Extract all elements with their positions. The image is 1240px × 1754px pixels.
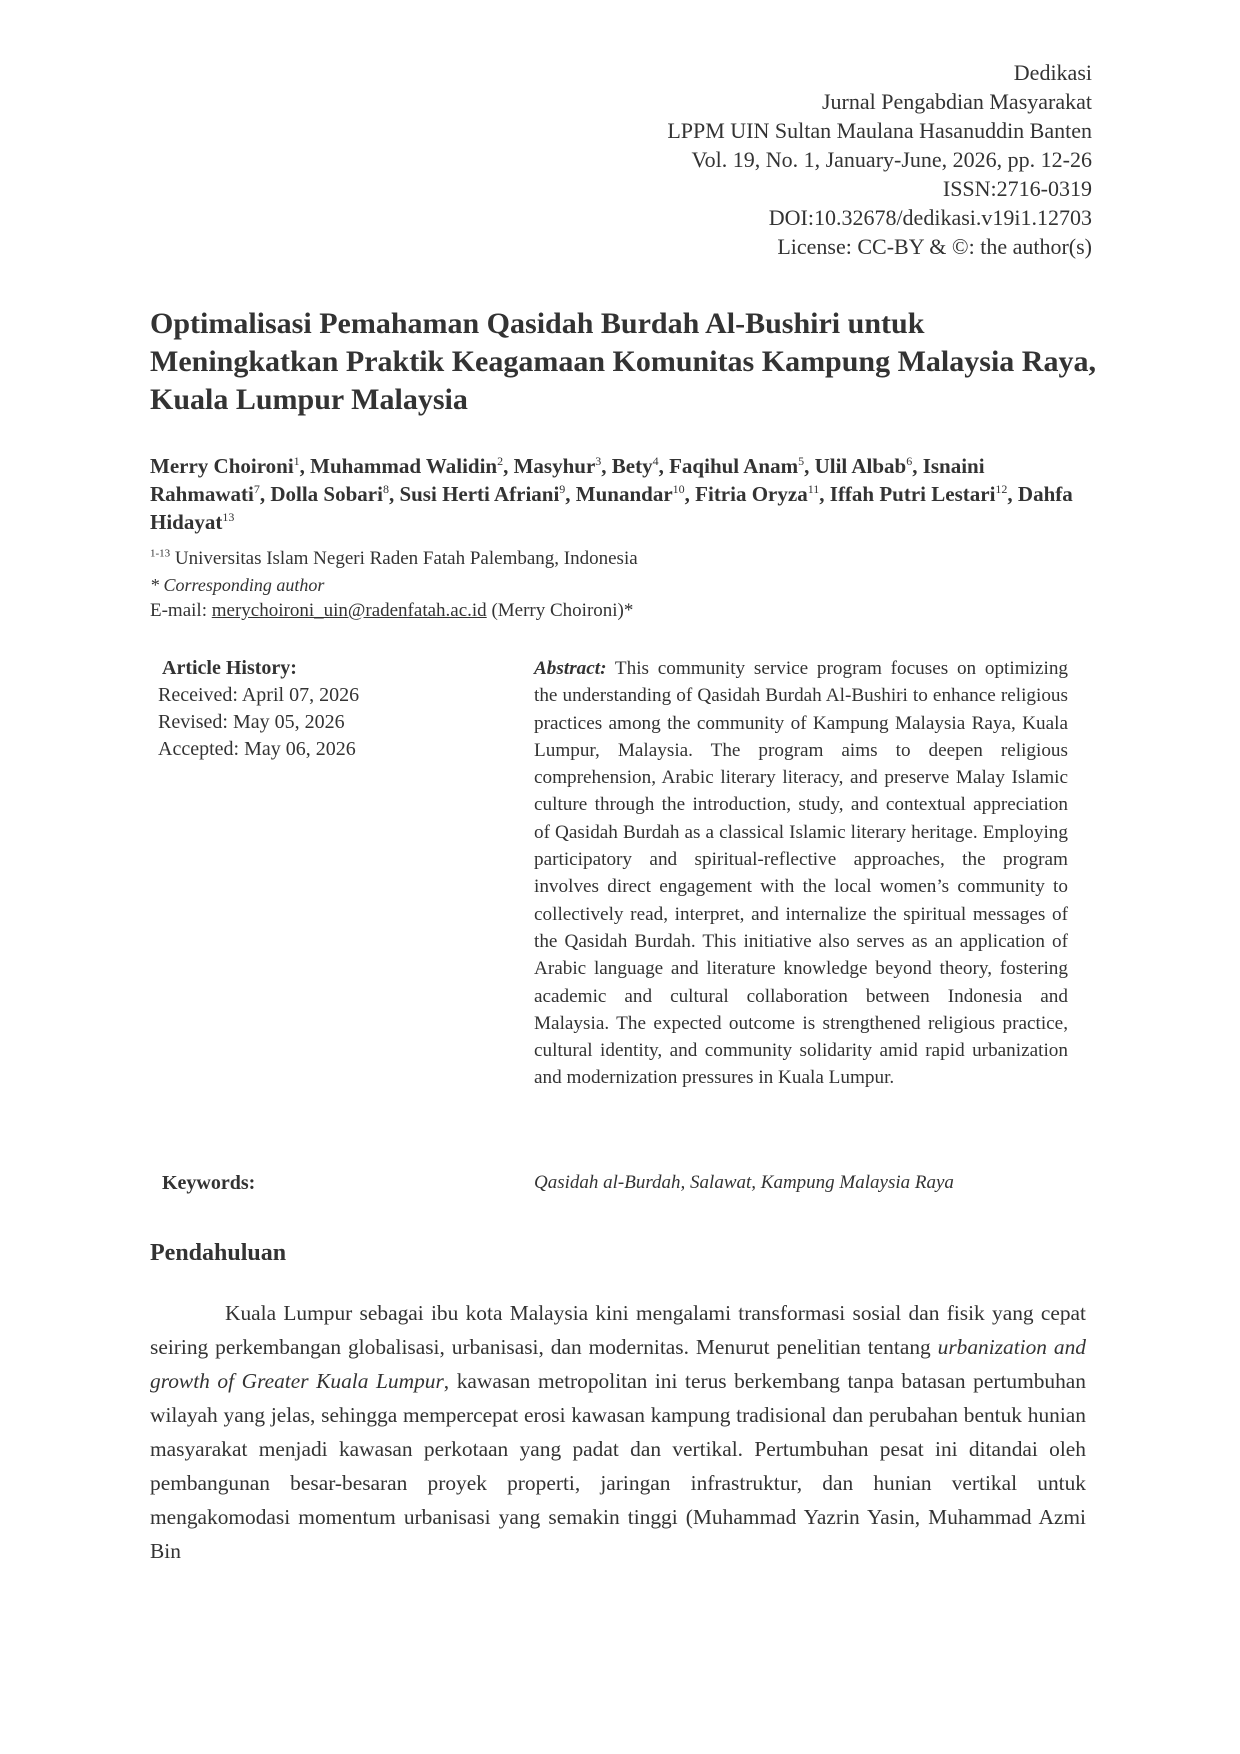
body-text-start: Kuala Lumpur sebagai ibu kota Malaysia kini mengalami transformasi sosial dan fisik yang cepat seiring perkembangan globalisasi, urbanisasi, dan modernitas. Menurut penelitian tentang xyxy=(150,1301,1086,1359)
author-name: Susi Herti Afriani xyxy=(399,482,560,506)
history-revised: Revised: May 05, 2026 xyxy=(158,711,345,733)
author-sup: 13 xyxy=(222,510,235,524)
section-title: Pendahuluan xyxy=(150,1240,287,1266)
author-name: Masyhur xyxy=(513,454,596,478)
author-sup: 5 xyxy=(798,454,805,468)
author-separator: , xyxy=(565,482,576,506)
body-text-italic: urbanization and growth of Greater Kuala Lumpur xyxy=(150,1335,1086,1393)
journal-publisher: LPPM UIN Sultan Maulana Hasanuddin Banten xyxy=(667,118,1092,143)
author-separator: , xyxy=(804,454,815,478)
history-received: Received: April 07, 2026 xyxy=(158,684,360,706)
journal-subtitle: Jurnal Pengabdian Masyarakat xyxy=(821,89,1092,114)
author-name: Fitria Oryza xyxy=(695,482,808,506)
email-suffix: (Merry Choironi)* xyxy=(486,600,634,621)
affiliation-sup: 1-13 xyxy=(150,547,171,560)
author-separator: , xyxy=(819,482,830,506)
keywords-value: Qasidah al-Burdah, Salawat, Kampung Malaysia Raya xyxy=(534,1172,954,1193)
abstract-label: Abstract: xyxy=(534,658,607,679)
corresponding-note: * Corresponding author xyxy=(150,575,325,595)
journal-header xyxy=(667,58,1092,261)
author-separator: , xyxy=(299,454,311,478)
article-history xyxy=(158,655,498,763)
journal-issn: ISSN:2716-0319 xyxy=(942,176,1092,201)
author-name: Isnaini Rahmawati xyxy=(150,454,985,506)
author-separator: , xyxy=(912,454,923,478)
author-name: Dahfa Hidayat xyxy=(150,482,1073,534)
author-sup: 2 xyxy=(497,454,504,468)
author-separator: , xyxy=(658,454,670,478)
author-separator: , xyxy=(1007,482,1018,506)
author-sup: 12 xyxy=(995,482,1008,496)
keywords-label: Keywords: xyxy=(162,1172,256,1194)
author-sup: 1 xyxy=(293,454,300,468)
author-sup: 10 xyxy=(672,482,685,496)
author-sup: 7 xyxy=(253,482,260,496)
abstract-text: This community service program focuses on optimizing the understanding of Qasidah Burdah Al-Bushiri to enhance religious practices among the community of Kampung Malaysia Raya, Kuala Lumpur, Malaysia. The program aims to deepen religious comprehension, Arabic literary literacy, and preserve Malay Islamic culture through the introduction, study, and contextual appreciation of Qasidah Burdah as a classical Islamic literary heritage. Employing participatory and spiritual-reflective approaches, the program involves direct engagement with the local women’s community to collectively read, interpret, and internalize the spiritual messages of the Qasidah Burdah. This initiative also serves as an application of Arabic language and literature knowledge beyond theory, fostering academic and cultural collaboration between Indonesia and Malaysia. The expected outcome is strengthened religious practice, cultural identity, and community solidarity amid rapid urbanization and modernization pressures in Kuala Lumpur. xyxy=(534,658,1069,1089)
author-name: Merry Choironi xyxy=(150,454,294,478)
author-sup: 6 xyxy=(906,454,913,468)
journal-name: Dedikasi xyxy=(1013,60,1092,85)
author-sup: 8 xyxy=(382,482,389,496)
author-name: Dolla Sobari xyxy=(270,482,383,506)
email-line xyxy=(150,598,1100,624)
author-name: Muhammad Walidin xyxy=(310,454,498,478)
journal-license: License: CC-BY & ©: the author(s) xyxy=(777,234,1092,259)
affiliation-text: Universitas Islam Negeri Raden Fatah Palembang, Indonesia xyxy=(174,548,638,569)
author-sup: 3 xyxy=(595,454,602,468)
author-separator: , xyxy=(259,482,271,506)
author-sup: 9 xyxy=(559,482,566,496)
author-sup: 4 xyxy=(652,454,659,468)
email-label: E-mail: xyxy=(150,600,212,621)
journal-volume: Vol. 19, No. 1, January-June, 2026, pp. 12-26 xyxy=(691,147,1092,172)
affiliation-line xyxy=(150,546,1100,572)
body-text-end: , kawasan metropolitan ini terus berkembang tanpa batasan pertumbuhan wilayah yang jelas, sehingga mempercepat erosi kawasan kampung tradisional dan perubahan bentuk hunian masyarakat menjadi kawasan perkotaan yang padat dan vertikal. Pertumbuhan pesat ini ditandai oleh pembangunan besar-besaran proyek properti, jaringan infrastruktur, dan hunian vertikal untuk mengakomodasi momentum urbanisasi yang semakin tinggi (Muhammad Yazrin Yasin, Muhammad Azmi Bin xyxy=(150,1369,1086,1563)
author-separator: , xyxy=(601,454,612,478)
author-name: Iffah Putri Lestari xyxy=(829,482,996,506)
author-name: Faqihul Anam xyxy=(669,454,799,478)
author-separator: , xyxy=(684,482,696,506)
abstract xyxy=(534,655,1068,1092)
email-link[interactable]: merychoironi_uin@radenfatah.ac.id xyxy=(211,600,487,621)
author-sup: 11 xyxy=(807,482,820,496)
history-accepted: Accepted: May 06, 2026 xyxy=(158,738,356,760)
body-paragraph xyxy=(150,1296,1086,1568)
author-name: Bety xyxy=(611,454,653,478)
history-title: Article History: xyxy=(162,657,297,679)
affiliation-block xyxy=(150,546,1100,624)
author-name: Munandar xyxy=(575,482,673,506)
journal-doi: DOI:10.32678/dedikasi.v19i1.12703 xyxy=(768,205,1092,230)
author-separator: , xyxy=(388,482,400,506)
paper-title: Optimalisasi Pemahaman Qasidah Burdah Al-Bushiri untuk Meningkatkan Praktik Keagamaan Komunitas Kampung Malaysia Raya, Kuala Lumpur Malaysia xyxy=(150,307,1096,416)
author-list xyxy=(150,452,1100,536)
author-separator: , xyxy=(503,454,514,478)
author-name: Ulil Albab xyxy=(814,454,907,478)
